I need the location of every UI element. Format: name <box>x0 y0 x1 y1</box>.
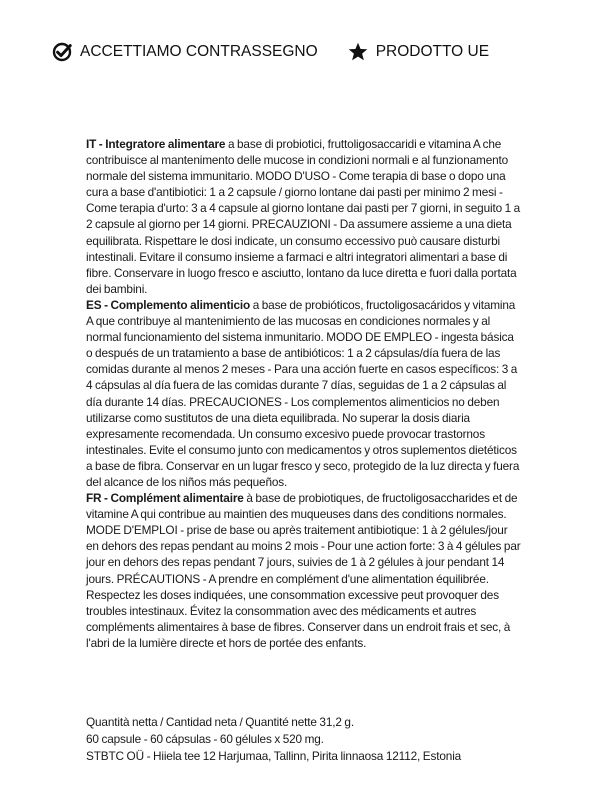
section-title-it: Integratore alimentare <box>105 137 226 151</box>
check-circle-icon <box>52 42 72 62</box>
cod-badge <box>52 42 318 62</box>
lang-code-es: ES - <box>86 297 108 312</box>
section-italian <box>86 136 522 297</box>
section-body-es: a base de probióticos, fructoligosacáridos y vitamina A que contribuye al mantenimiento de las mucosas en condiciones normales y al normal funcionamiento del sistema inmunitario. MODO DE EMPLEO - ingesta básica o después de un tratamiento a base de antibióticos: 1 a 2 cápsulas/día fuera de las comidas durante al menos 2 meses - Para una acción fuerte en casos específicos: 3 a 4 cápsulas al día fuera de las comidas durante 7 días, seguidas de 1 a 2 cápsulas al día durante 14 días. PRECAUCIONES - Los complementos alimenticios no deben utilizarse como sustitutos de una dieta equilibrada. No superar la dosis diaria expresamente recomendada. Un consumo excesivo puede provocar trastornos intestinales. Evite el consumo junto con medicamentos y otros suplementos dietéticos a base de fibra. Conservar en un lugar fresco y seco, protegido de la luz directa y fuera del alcance de los niños más pequeños. <box>86 297 520 489</box>
cod-badge-label: ACCETTIAMO CONTRASSEGNO <box>80 43 318 60</box>
badge-bar <box>52 40 489 64</box>
eu-product-badge-label: PRODOTTO UE <box>375 43 490 60</box>
lang-code-it: IT - <box>86 137 103 151</box>
capsule-count: 60 capsule - 60 cápsulas - 60 gélules x 520 mg. <box>86 732 324 746</box>
lang-code-fr: FR - <box>86 491 108 506</box>
section-french <box>86 490 522 651</box>
star-icon <box>348 42 368 62</box>
net-quantity: Quantità netta / Cantidad neta / Quantité nette 31,2 g. <box>86 715 354 729</box>
section-body-it: a base di probiotici, fruttoligosaccaridi e vitamina A che contribuisce al mantenimento delle mucose in condizioni normali e al funzionamento normale del sistema immunitario. MODO D'USO - Come terapia di base o dopo una cura a base d'antibiotici: 1 a 2 capsule / giorno lontane dai pasti per minimo 2 mesi - Come terapia d'urto: 3 a 4 capsule al giorno lontane dai pasti per 7 giorni, in seguito 1 a 2 capsule al giorno per 14 giorni. PRECAUZIONI - Da assumere assieme a una dieta equilibrata. Rispettare le dosi indicate, un consumo eccessivo può causare disturbi intestinali. Evitare il consumo insieme a farmaci e altri integratori alimentari a base di fibre. Conservare in luogo fresco e asciutto, lontano da luce diretta e fuori dalla portata dei bambini. <box>86 137 521 296</box>
section-title-fr: Complément alimentaire <box>110 491 244 506</box>
product-footer <box>86 714 522 765</box>
section-spanish <box>86 297 522 490</box>
eu-product-badge <box>348 42 489 62</box>
section-title-es: Complemento alimenticio <box>110 297 251 312</box>
manufacturer-address: STBTC OÜ - Hiiela tee 12 Harjumaa, Tallinn, Pirita linnaosa 12112, Estonia <box>86 749 462 763</box>
product-label-text <box>86 136 522 651</box>
section-body-fr: à base de probiotiques, de fructoligosaccharides et de vitamine A qui contribue au maintien des muqueuses dans des conditions normales. MODE D'EMPLOI - prise de base ou après traitement antibiotique: 1 à 2 gélules/jour en dehors des repas pendant au moins 2 mois - Pour une action forte: 3 à 4 gélules par jour en dehors des repas pendant 7 jours, suivies de 1 à 2 gélules à jour pendant 14 jours. PRÉCAUTIONS - A prendre en complément d'une alimentation équilibrée. Respectez les doses indiquées, une consommation excessive peut provoquer des troubles intestinaux. Évitez la consommation avec des médicaments et autres compléments alimentaires à base de fibres. Conserver dans un endroit frais et sec, à l'abri de la lumière directe et hors de portée des enfants. <box>86 491 521 650</box>
